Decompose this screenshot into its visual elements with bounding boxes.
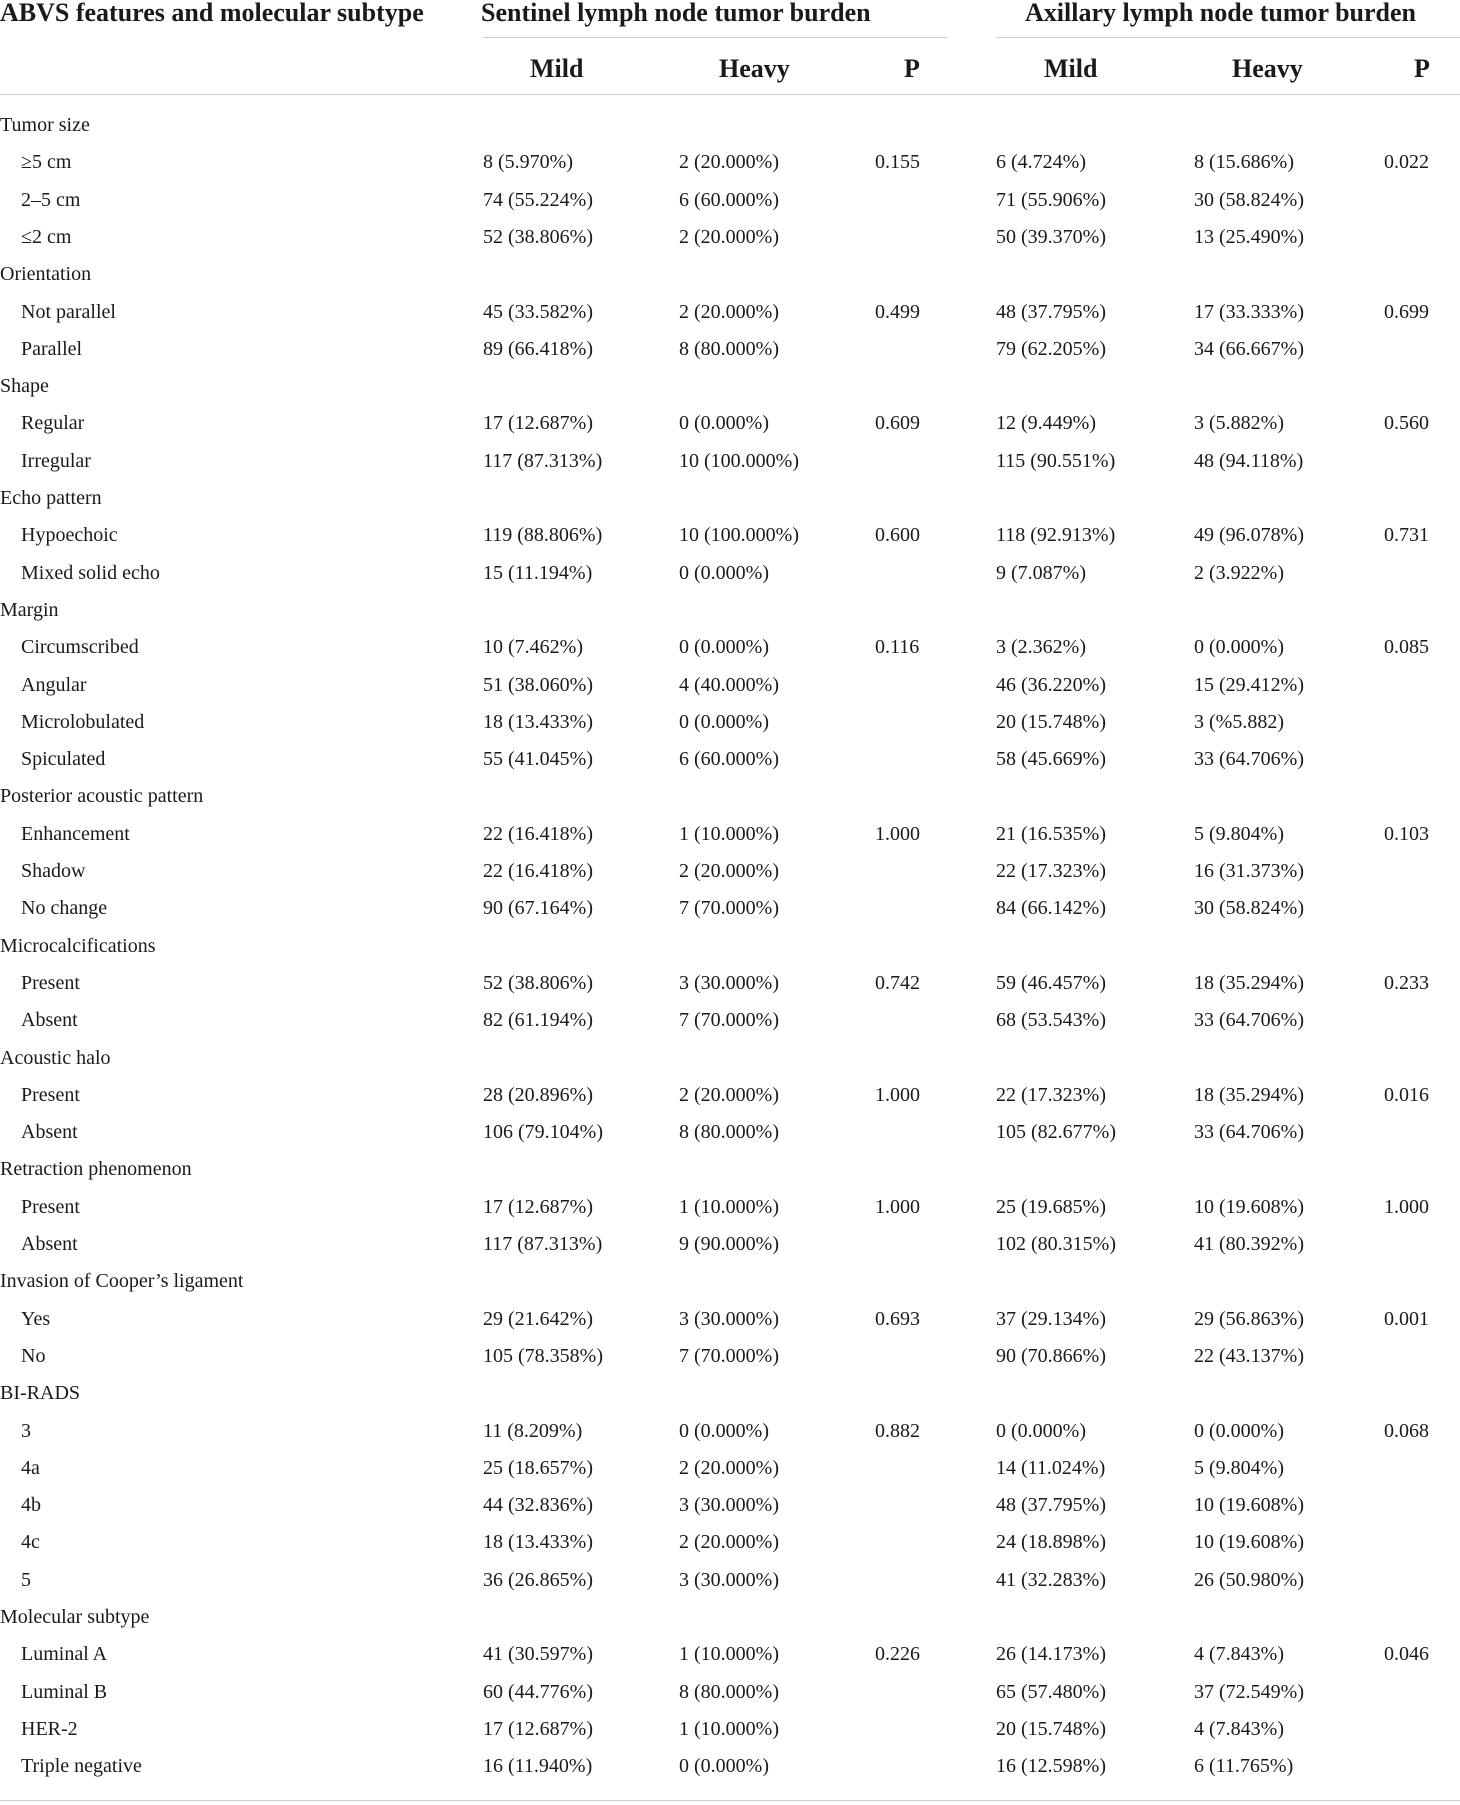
- cell-axillary-heavy: 34 (66.667%): [1194, 338, 1304, 360]
- cell-sentinel-heavy: 0 (0.000%): [679, 636, 769, 658]
- cell-sentinel-p: 1.000: [875, 1196, 920, 1218]
- cell-sentinel-mild: 10 (7.462%): [483, 636, 583, 658]
- cell-axillary-mild: 12 (9.449%): [996, 412, 1096, 434]
- group-label: Margin: [0, 599, 59, 621]
- cell-sentinel-heavy: 2 (20.000%): [679, 151, 779, 173]
- cell-sentinel-heavy: 9 (90.000%): [679, 1233, 779, 1255]
- row-label: Spiculated: [21, 748, 106, 770]
- cell-axillary-heavy: 3 (%5.882): [1194, 711, 1284, 733]
- cell-axillary-heavy: 33 (64.706%): [1194, 1009, 1304, 1031]
- cell-sentinel-mild: 117 (87.313%): [483, 450, 603, 472]
- cell-axillary-mild: 90 (70.866%): [996, 1345, 1106, 1367]
- column-header-feature: ABVS features and molecular subtype: [0, 0, 424, 27]
- table-bottom-rule: [0, 1800, 1460, 1801]
- cell-sentinel-mild: 44 (32.836%): [483, 1494, 593, 1516]
- row-label: HER-2: [21, 1718, 78, 1740]
- row-label: Shadow: [21, 860, 86, 882]
- cell-axillary-mild: 102 (80.315%): [996, 1233, 1116, 1255]
- cell-sentinel-heavy: 2 (20.000%): [679, 1531, 779, 1553]
- row-label: Parallel: [21, 338, 83, 360]
- cell-axillary-heavy: 4 (7.843%): [1194, 1718, 1284, 1740]
- row-label: Irregular: [21, 450, 91, 472]
- row-label: ≥5 cm: [21, 151, 72, 173]
- cell-sentinel-heavy: 8 (80.000%): [679, 338, 779, 360]
- cell-axillary-mild: 46 (36.220%): [996, 674, 1106, 696]
- group-label: Posterior acoustic pattern: [0, 785, 204, 807]
- cell-axillary-mild: 0 (0.000%): [996, 1420, 1086, 1442]
- cell-axillary-p: 0.046: [1384, 1643, 1429, 1665]
- cell-sentinel-mild: 106 (79.104%): [483, 1121, 603, 1143]
- cell-sentinel-p: 0.499: [875, 301, 920, 323]
- cell-sentinel-heavy: 8 (80.000%): [679, 1121, 779, 1143]
- cell-axillary-mild: 58 (45.669%): [996, 748, 1106, 770]
- cell-axillary-p: 0.699: [1384, 301, 1429, 323]
- row-label: Circumscribed: [21, 636, 139, 658]
- cell-axillary-mild: 115 (90.551%): [996, 450, 1116, 472]
- cell-axillary-heavy: 33 (64.706%): [1194, 1121, 1304, 1143]
- cell-axillary-mild: 16 (12.598%): [996, 1755, 1106, 1777]
- row-label: Luminal B: [21, 1681, 108, 1703]
- cell-axillary-mild: 65 (57.480%): [996, 1681, 1106, 1703]
- cell-axillary-p: 0.001: [1384, 1308, 1429, 1330]
- cell-sentinel-mild: 55 (41.045%): [483, 748, 593, 770]
- cell-sentinel-mild: 117 (87.313%): [483, 1233, 603, 1255]
- row-label: 4c: [21, 1531, 40, 1553]
- cell-sentinel-p: 0.609: [875, 412, 920, 434]
- cell-axillary-p: 0.233: [1384, 972, 1429, 994]
- cell-sentinel-p: 0.600: [875, 524, 920, 546]
- row-label: Present: [21, 972, 80, 994]
- cell-sentinel-mild: 29 (21.642%): [483, 1308, 593, 1330]
- cell-axillary-mild: 3 (2.362%): [996, 636, 1086, 658]
- cell-axillary-heavy: 22 (43.137%): [1194, 1345, 1304, 1367]
- row-label: Absent: [21, 1121, 78, 1143]
- cell-axillary-mild: 50 (39.370%): [996, 226, 1106, 248]
- cell-sentinel-mild: 82 (61.194%): [483, 1009, 593, 1031]
- cell-sentinel-mild: 15 (11.194%): [483, 562, 593, 584]
- cell-axillary-p: 0.022: [1384, 151, 1429, 173]
- cell-sentinel-mild: 105 (78.358%): [483, 1345, 603, 1367]
- cell-sentinel-mild: 89 (66.418%): [483, 338, 593, 360]
- row-label: Regular: [21, 412, 85, 434]
- cell-axillary-mild: 71 (55.906%): [996, 189, 1106, 211]
- row-label: Mixed solid echo: [21, 562, 160, 584]
- cell-sentinel-heavy: 2 (20.000%): [679, 301, 779, 323]
- row-label: Yes: [21, 1308, 51, 1330]
- cell-axillary-heavy: 10 (19.608%): [1194, 1196, 1304, 1218]
- cell-sentinel-heavy: 3 (30.000%): [679, 1569, 779, 1591]
- cell-axillary-mild: 20 (15.748%): [996, 711, 1106, 733]
- cell-sentinel-heavy: 1 (10.000%): [679, 1643, 779, 1665]
- cell-sentinel-heavy: 2 (20.000%): [679, 226, 779, 248]
- cell-axillary-mild: 48 (37.795%): [996, 1494, 1106, 1516]
- cell-axillary-mild: 21 (16.535%): [996, 823, 1106, 845]
- cell-sentinel-mild: 17 (12.687%): [483, 412, 593, 434]
- cell-sentinel-mild: 28 (20.896%): [483, 1084, 593, 1106]
- cell-sentinel-heavy: 10 (100.000%): [679, 450, 799, 472]
- cell-axillary-heavy: 41 (80.392%): [1194, 1233, 1304, 1255]
- cell-axillary-heavy: 10 (19.608%): [1194, 1494, 1304, 1516]
- cell-sentinel-heavy: 3 (30.000%): [679, 972, 779, 994]
- cell-axillary-heavy: 5 (9.804%): [1194, 823, 1284, 845]
- cell-axillary-mild: 26 (14.173%): [996, 1643, 1106, 1665]
- cell-axillary-heavy: 33 (64.706%): [1194, 748, 1304, 770]
- cell-sentinel-heavy: 3 (30.000%): [679, 1494, 779, 1516]
- cell-axillary-heavy: 26 (50.980%): [1194, 1569, 1304, 1591]
- cell-sentinel-heavy: 3 (30.000%): [679, 1308, 779, 1330]
- cell-axillary-p: 0.731: [1384, 524, 1429, 546]
- row-label: Microlobulated: [21, 711, 145, 733]
- cell-axillary-heavy: 8 (15.686%): [1194, 151, 1294, 173]
- cell-sentinel-mild: 11 (8.209%): [483, 1420, 583, 1442]
- group-label: Molecular subtype: [0, 1606, 150, 1628]
- cell-axillary-heavy: 37 (72.549%): [1194, 1681, 1304, 1703]
- group-header-axillary: Axillary lymph node tumor burden: [1025, 0, 1417, 27]
- group-label: Retraction phenomenon: [0, 1158, 192, 1180]
- cell-sentinel-heavy: 2 (20.000%): [679, 860, 779, 882]
- cell-sentinel-heavy: 1 (10.000%): [679, 1718, 779, 1740]
- cell-sentinel-p: 1.000: [875, 1084, 920, 1106]
- group-header-sentinel: Sentinel lymph node tumor burden: [481, 0, 871, 27]
- cell-axillary-heavy: 3 (5.882%): [1194, 412, 1284, 434]
- cell-sentinel-mild: 60 (44.776%): [483, 1681, 593, 1703]
- cell-axillary-mild: 9 (7.087%): [996, 562, 1086, 584]
- cell-axillary-heavy: 30 (58.824%): [1194, 189, 1304, 211]
- cell-axillary-mild: 25 (19.685%): [996, 1196, 1106, 1218]
- cell-sentinel-heavy: 10 (100.000%): [679, 524, 799, 546]
- row-label: Present: [21, 1196, 80, 1218]
- row-label: Present: [21, 1084, 80, 1106]
- row-label: Triple negative: [21, 1755, 142, 1777]
- group-label: Invasion of Cooper’s ligament: [0, 1270, 244, 1292]
- cell-axillary-mild: 37 (29.134%): [996, 1308, 1106, 1330]
- cell-sentinel-mild: 17 (12.687%): [483, 1196, 593, 1218]
- row-label: Absent: [21, 1233, 78, 1255]
- cell-sentinel-mild: 25 (18.657%): [483, 1457, 593, 1479]
- subheader-sentinel-heavy: Heavy: [719, 54, 790, 83]
- cell-axillary-mild: 41 (32.283%): [996, 1569, 1106, 1591]
- cell-axillary-heavy: 0 (0.000%): [1194, 636, 1284, 658]
- cell-axillary-mild: 22 (17.323%): [996, 860, 1106, 882]
- cell-sentinel-p: 0.226: [875, 1643, 920, 1665]
- cell-sentinel-mild: 16 (11.940%): [483, 1755, 593, 1777]
- cell-axillary-heavy: 10 (19.608%): [1194, 1531, 1304, 1553]
- group-label: Orientation: [0, 263, 92, 285]
- cell-axillary-heavy: 16 (31.373%): [1194, 860, 1304, 882]
- cell-axillary-mild: 79 (62.205%): [996, 338, 1106, 360]
- subheader-axillary-mild: Mild: [1044, 54, 1098, 83]
- row-label: No: [21, 1345, 46, 1367]
- cell-sentinel-heavy: 0 (0.000%): [679, 562, 769, 584]
- row-label: Angular: [21, 674, 87, 696]
- group-label: Microcalcifications: [0, 935, 156, 957]
- cell-sentinel-p: 0.116: [875, 636, 920, 658]
- cell-sentinel-mild: 45 (33.582%): [483, 301, 593, 323]
- cell-sentinel-p: 1.000: [875, 823, 920, 845]
- cell-axillary-heavy: 0 (0.000%): [1194, 1420, 1284, 1442]
- cell-axillary-p: 0.103: [1384, 823, 1429, 845]
- group-label: Shape: [0, 375, 49, 397]
- row-label: 4a: [21, 1457, 40, 1479]
- cell-sentinel-p: 0.882: [875, 1420, 920, 1442]
- group-label: Echo pattern: [0, 487, 102, 509]
- cell-axillary-heavy: 5 (9.804%): [1194, 1457, 1284, 1479]
- cell-sentinel-heavy: 2 (20.000%): [679, 1457, 779, 1479]
- cell-sentinel-mild: 74 (55.224%): [483, 189, 593, 211]
- cell-axillary-heavy: 2 (3.922%): [1194, 562, 1284, 584]
- cell-sentinel-heavy: 0 (0.000%): [679, 1420, 769, 1442]
- cell-sentinel-mild: 18 (13.433%): [483, 711, 593, 733]
- cell-axillary-heavy: 13 (25.490%): [1194, 226, 1304, 248]
- subheader-axillary-heavy: Heavy: [1232, 54, 1303, 83]
- cell-axillary-heavy: 48 (94.118%): [1194, 450, 1304, 472]
- cell-axillary-mild: 14 (11.024%): [996, 1457, 1106, 1479]
- cell-sentinel-mild: 17 (12.687%): [483, 1718, 593, 1740]
- cell-axillary-mild: 24 (18.898%): [996, 1531, 1106, 1553]
- cell-axillary-p: 0.560: [1384, 412, 1429, 434]
- header-bottom-rule: [0, 94, 1460, 95]
- cell-sentinel-mild: 18 (13.433%): [483, 1531, 593, 1553]
- cell-axillary-p: 1.000: [1384, 1196, 1429, 1218]
- cell-sentinel-mild: 8 (5.970%): [483, 151, 573, 173]
- row-label: 4b: [21, 1494, 41, 1516]
- row-label: Luminal A: [21, 1643, 108, 1665]
- cell-axillary-p: 0.068: [1384, 1420, 1429, 1442]
- row-label: ≤2 cm: [21, 226, 72, 248]
- cell-sentinel-mild: 22 (16.418%): [483, 860, 593, 882]
- cell-sentinel-p: 0.693: [875, 1308, 920, 1330]
- cell-axillary-heavy: 4 (7.843%): [1194, 1643, 1284, 1665]
- subheader-sentinel-p: P: [904, 54, 920, 83]
- cell-sentinel-heavy: 6 (60.000%): [679, 189, 779, 211]
- cell-sentinel-heavy: 1 (10.000%): [679, 823, 779, 845]
- cell-axillary-heavy: 17 (33.333%): [1194, 301, 1304, 323]
- cell-sentinel-mild: 119 (88.806%): [483, 524, 603, 546]
- cell-sentinel-mild: 52 (38.806%): [483, 972, 593, 994]
- row-label: Enhancement: [21, 823, 130, 845]
- row-label: 2–5 cm: [21, 189, 81, 211]
- cell-axillary-mild: 48 (37.795%): [996, 301, 1106, 323]
- cell-axillary-heavy: 15 (29.412%): [1194, 674, 1304, 696]
- cell-sentinel-mild: 90 (67.164%): [483, 897, 593, 919]
- cell-axillary-p: 0.085: [1384, 636, 1429, 658]
- cell-sentinel-heavy: 8 (80.000%): [679, 1681, 779, 1703]
- row-label: Absent: [21, 1009, 78, 1031]
- row-label: Hypoechoic: [21, 524, 118, 546]
- cell-axillary-heavy: 18 (35.294%): [1194, 1084, 1304, 1106]
- cell-axillary-mild: 68 (53.543%): [996, 1009, 1106, 1031]
- cell-sentinel-heavy: 0 (0.000%): [679, 711, 769, 733]
- cell-axillary-mild: 59 (46.457%): [996, 972, 1106, 994]
- cell-sentinel-heavy: 0 (0.000%): [679, 1755, 769, 1777]
- cell-sentinel-mild: 41 (30.597%): [483, 1643, 593, 1665]
- cell-sentinel-heavy: 0 (0.000%): [679, 412, 769, 434]
- cell-axillary-mild: 6 (4.724%): [996, 151, 1086, 173]
- cell-axillary-p: 0.016: [1384, 1084, 1429, 1106]
- group-rule-axillary: [996, 37, 1460, 38]
- row-label: No change: [21, 897, 108, 919]
- cell-sentinel-heavy: 7 (70.000%): [679, 1009, 779, 1031]
- group-label: BI-RADS: [0, 1382, 81, 1404]
- cell-sentinel-mild: 52 (38.806%): [483, 226, 593, 248]
- cell-sentinel-p: 0.742: [875, 972, 920, 994]
- row-label: Not parallel: [21, 301, 116, 323]
- cell-axillary-mild: 105 (82.677%): [996, 1121, 1116, 1143]
- group-label: Acoustic halo: [0, 1047, 111, 1069]
- cell-sentinel-heavy: 7 (70.000%): [679, 897, 779, 919]
- group-rule-sentinel: [483, 37, 947, 38]
- cell-axillary-mild: 20 (15.748%): [996, 1718, 1106, 1740]
- cell-sentinel-heavy: 1 (10.000%): [679, 1196, 779, 1218]
- row-label: 5: [21, 1569, 31, 1591]
- cell-sentinel-p: 0.155: [875, 151, 920, 173]
- cell-sentinel-mild: 51 (38.060%): [483, 674, 593, 696]
- cell-sentinel-heavy: 4 (40.000%): [679, 674, 779, 696]
- subheader-axillary-p: P: [1414, 54, 1430, 83]
- cell-axillary-heavy: 49 (96.078%): [1194, 524, 1304, 546]
- cell-axillary-heavy: 30 (58.824%): [1194, 897, 1304, 919]
- cell-axillary-heavy: 6 (11.765%): [1194, 1755, 1294, 1777]
- subheader-sentinel-mild: Mild: [530, 54, 584, 83]
- cell-sentinel-heavy: 7 (70.000%): [679, 1345, 779, 1367]
- cell-axillary-mild: 118 (92.913%): [996, 524, 1116, 546]
- cell-sentinel-mild: 22 (16.418%): [483, 823, 593, 845]
- group-label: Tumor size: [0, 114, 90, 136]
- row-label: 3: [21, 1420, 31, 1442]
- cell-sentinel-mild: 36 (26.865%): [483, 1569, 593, 1591]
- cell-axillary-mild: 22 (17.323%): [996, 1084, 1106, 1106]
- cell-axillary-mild: 84 (66.142%): [996, 897, 1106, 919]
- cell-axillary-heavy: 29 (56.863%): [1194, 1308, 1304, 1330]
- cell-axillary-heavy: 18 (35.294%): [1194, 972, 1304, 994]
- cell-sentinel-heavy: 2 (20.000%): [679, 1084, 779, 1106]
- cell-sentinel-heavy: 6 (60.000%): [679, 748, 779, 770]
